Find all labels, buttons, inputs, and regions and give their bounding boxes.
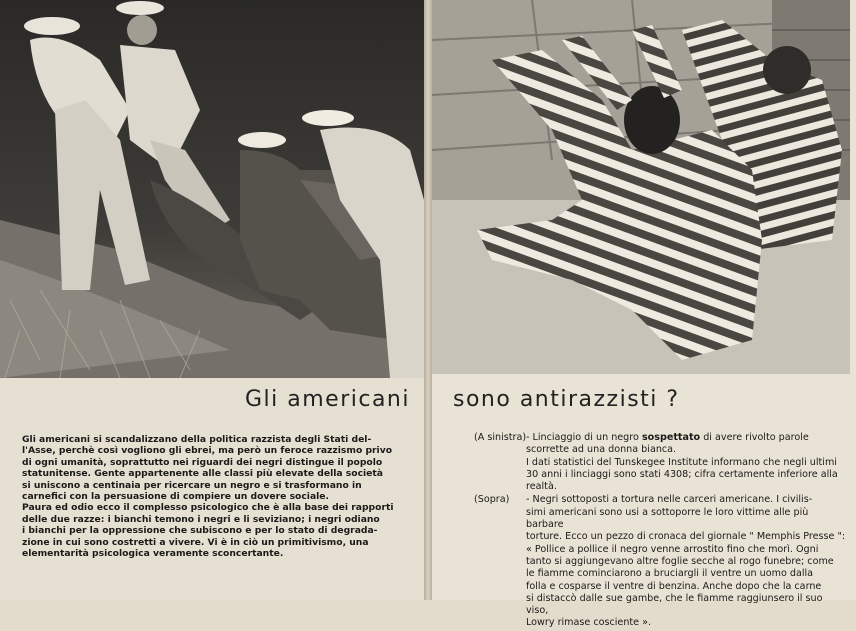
caption-line: si distaccò dalle sue gambe, che le fiamme raggiunsero il suo viso,	[526, 592, 823, 617]
book-gutter	[424, 0, 432, 600]
body-line: Paura ed odio ecco il complesso psicologico che è alla base dei rapporti	[22, 502, 394, 514]
caption-line: torture. Ecco un pezzo di cronaca del giornale " Memphis Presse ":	[526, 531, 846, 543]
chained-prisoners-photo	[432, 0, 850, 374]
caption-line: folla e cosparse il ventre di benzina. Anche dopo che la carne	[526, 580, 822, 592]
caption-first-line: - Negri sottoposti a tortura nelle carceri americane. I civilis-	[526, 494, 813, 506]
photo-captions	[474, 432, 846, 631]
lynching-scene-photo	[0, 0, 424, 378]
body-line: Gli americani si scandalizzano della politica razzista degli Stati del-	[22, 434, 372, 445]
caption-tag: (Sopra)	[474, 494, 510, 506]
caption-first-line	[526, 432, 846, 444]
article-body	[22, 434, 408, 559]
caption-line: scorrette ad una donna bianca.	[526, 444, 677, 456]
caption-line: tanto si aggiungevano altre foglie secche al rogo funebre; come	[526, 555, 834, 567]
headline-left: Gli americani	[244, 387, 410, 412]
caption-line: I dati statistici del Tunskegee Institute informano che negli ultimi	[526, 456, 837, 468]
body-line: l'Asse, perchè così vogliono gli ebrei, ma però un feroce razzismo privo	[22, 445, 393, 457]
body-line: elementarità psicologica veramente sconcertante.	[22, 548, 284, 560]
body-line: delle due razze: i bianchi temono i negri e li seviziano; i negri odiano	[22, 513, 380, 525]
caption-emphasis: sospettato	[641, 432, 701, 443]
caption-line: 30 anni i linciaggi sono stati 4308; cifra certamente inferiore alla	[526, 468, 838, 480]
caption-line: realtà.	[526, 481, 557, 493]
body-line: i bianchi per la oppressione che subiscono e per lo stato di degrada-	[22, 525, 378, 537]
caption-rest: di avere rivolto parole	[700, 432, 809, 443]
body-line: zione in cui sono costretti a vivere. Vi è in ciò un primitivismo, una	[22, 536, 369, 548]
body-line: carnefici con la persuasione di compiere un dovere sociale.	[22, 491, 330, 503]
caption-line: Lowry rimase cosciente ».	[526, 617, 652, 629]
body-line: di ogni umanità, soprattutto nei riguardi dei negri distingue il popolo	[22, 456, 383, 468]
caption-tag: (A sinistra)	[474, 432, 527, 443]
headline-right: sono antirazzisti ?	[453, 387, 680, 412]
caption-lead: - Linciaggio di un negro	[526, 432, 642, 443]
body-line: statunitense. Gente appartenente alle classi più elevate della società	[22, 468, 384, 480]
caption-line: simi americani sono usi a sottoporre le loro vittime alle più barbare	[526, 506, 809, 531]
caption-line: « Pollice a pollice il negro venne arrostito fino che morì. Ogni	[526, 543, 819, 555]
caption-top-photo	[474, 494, 846, 629]
lynching-scene-photo-graphic	[0, 0, 424, 378]
chained-prisoners-photo-graphic	[432, 0, 850, 374]
caption-line: le fiamme cominciarono a bruciargli il ventre un uomo dalla	[526, 568, 814, 580]
caption-left-photo	[474, 432, 846, 493]
body-line: si uniscono a centinaia per ricercare un negro e si trasformano in	[22, 479, 362, 491]
